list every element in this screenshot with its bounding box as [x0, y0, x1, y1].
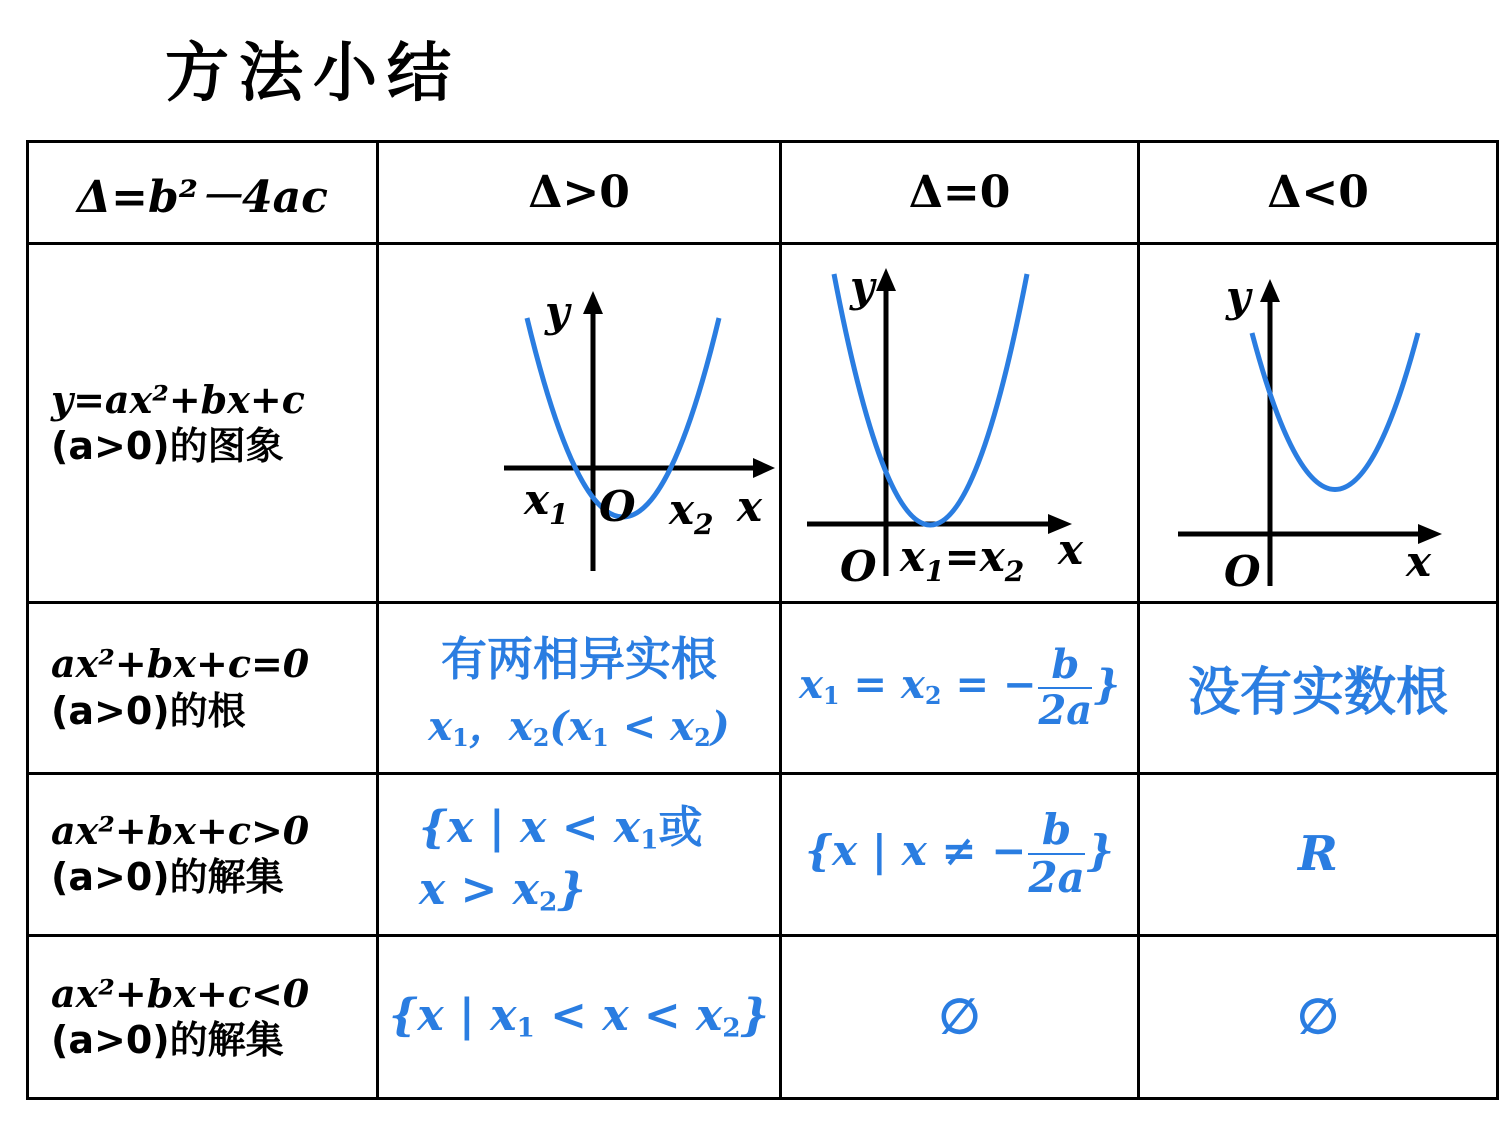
g1-x2-label: $x_2$: [669, 485, 714, 542]
gt-fraction: $\frac{b}{2a}$: [1028, 805, 1085, 903]
roots-label-cond: (a>0)的根: [51, 688, 246, 733]
g1-y-label: y: [545, 287, 570, 337]
no-real-root-text: 没有实数根: [1187, 663, 1448, 724]
lt-negative-cell: [1139, 936, 1498, 1099]
header-discriminant: Δ=b²－4ac: [28, 142, 378, 244]
g2-root-label: $x_1=x_2$: [900, 532, 1025, 589]
gt-zero-cell: [781, 773, 1139, 936]
real-set-symbol: R: [1298, 826, 1338, 883]
gt-positive-cell: [378, 773, 781, 936]
gt-label-eq: ax²+bx+c>0: [51, 807, 310, 853]
graph-negative-cell: [1139, 244, 1498, 602]
g3-origin-label: O: [1224, 547, 1261, 597]
g2-x-label: x: [1058, 525, 1084, 575]
double-root-expr: $x_1 = x_2$ = − $\frac{b}{2a}$ }: [799, 640, 1120, 734]
g1-origin-label: O: [599, 482, 636, 532]
root-fraction: $\frac{b}{2a}$: [1038, 640, 1093, 734]
roots-row-label: [28, 602, 378, 773]
gt-set-line1: {x | $x < x_1$或: [419, 802, 703, 856]
gt-row-label: [28, 773, 378, 936]
g1-x-label: x: [737, 482, 763, 532]
lt-label-eq: ax²+bx+c<0: [51, 970, 310, 1016]
two-roots-expr: $x_1$，$x_2(x_1 < x_2)$: [428, 703, 730, 753]
gt-negative-cell: [1139, 773, 1498, 936]
g3-x-label: x: [1406, 537, 1432, 587]
two-roots-text: 有两相异实根: [441, 632, 717, 687]
gt-label-cond: (a>0)的解集: [51, 855, 284, 900]
graph-one-root: [782, 246, 1137, 596]
g2-origin-label: O: [840, 542, 877, 592]
roots-row: [28, 602, 1498, 773]
graph-two-roots: [379, 246, 779, 596]
gt-zero-set: {x | x ≠ − $\frac{b}{2a}$ }: [805, 805, 1114, 903]
graph-zero-cell: [781, 244, 1139, 602]
header-row: [28, 142, 1498, 244]
header-positive: Δ>0: [378, 142, 781, 244]
header-zero: Δ=0: [781, 142, 1139, 244]
roots-label-eq: ax²+bx+c=0: [51, 641, 310, 687]
lt-label-cond: (a>0)的解集: [51, 1018, 284, 1063]
graph-positive-cell: [378, 244, 781, 602]
lt-row-label: [28, 936, 378, 1099]
lt-set: {x | $x_1 < x < x_2$}: [389, 990, 769, 1044]
graph-row: [28, 244, 1498, 602]
summary-table: [26, 140, 1499, 1100]
empty-set-negative: ∅: [1297, 989, 1339, 1046]
lt-positive-cell: [378, 936, 781, 1099]
roots-positive-cell: [378, 602, 781, 773]
graph-no-root: [1140, 246, 1496, 596]
header-negative: Δ<0: [1139, 142, 1498, 244]
lt-zero-cell: [781, 936, 1139, 1099]
g1-x1-label: $x_1$: [524, 475, 569, 532]
g3-y-label: y: [1226, 272, 1251, 322]
gt-row: [28, 773, 1498, 936]
gt-set-line2: $x > x_2$}: [419, 863, 586, 918]
roots-zero-cell: [781, 602, 1139, 773]
graph-row-label: [28, 244, 378, 602]
lt-row: [28, 936, 1498, 1099]
graph-label-eq: y=ax²+bx+c: [51, 376, 305, 422]
page-title: 方法小结: [165, 37, 461, 111]
g2-y-label: y: [850, 262, 875, 312]
graph-label-cond: (a>0)的图象: [51, 424, 284, 469]
empty-set-zero: ∅: [938, 989, 981, 1046]
roots-negative-cell: [1139, 602, 1498, 773]
